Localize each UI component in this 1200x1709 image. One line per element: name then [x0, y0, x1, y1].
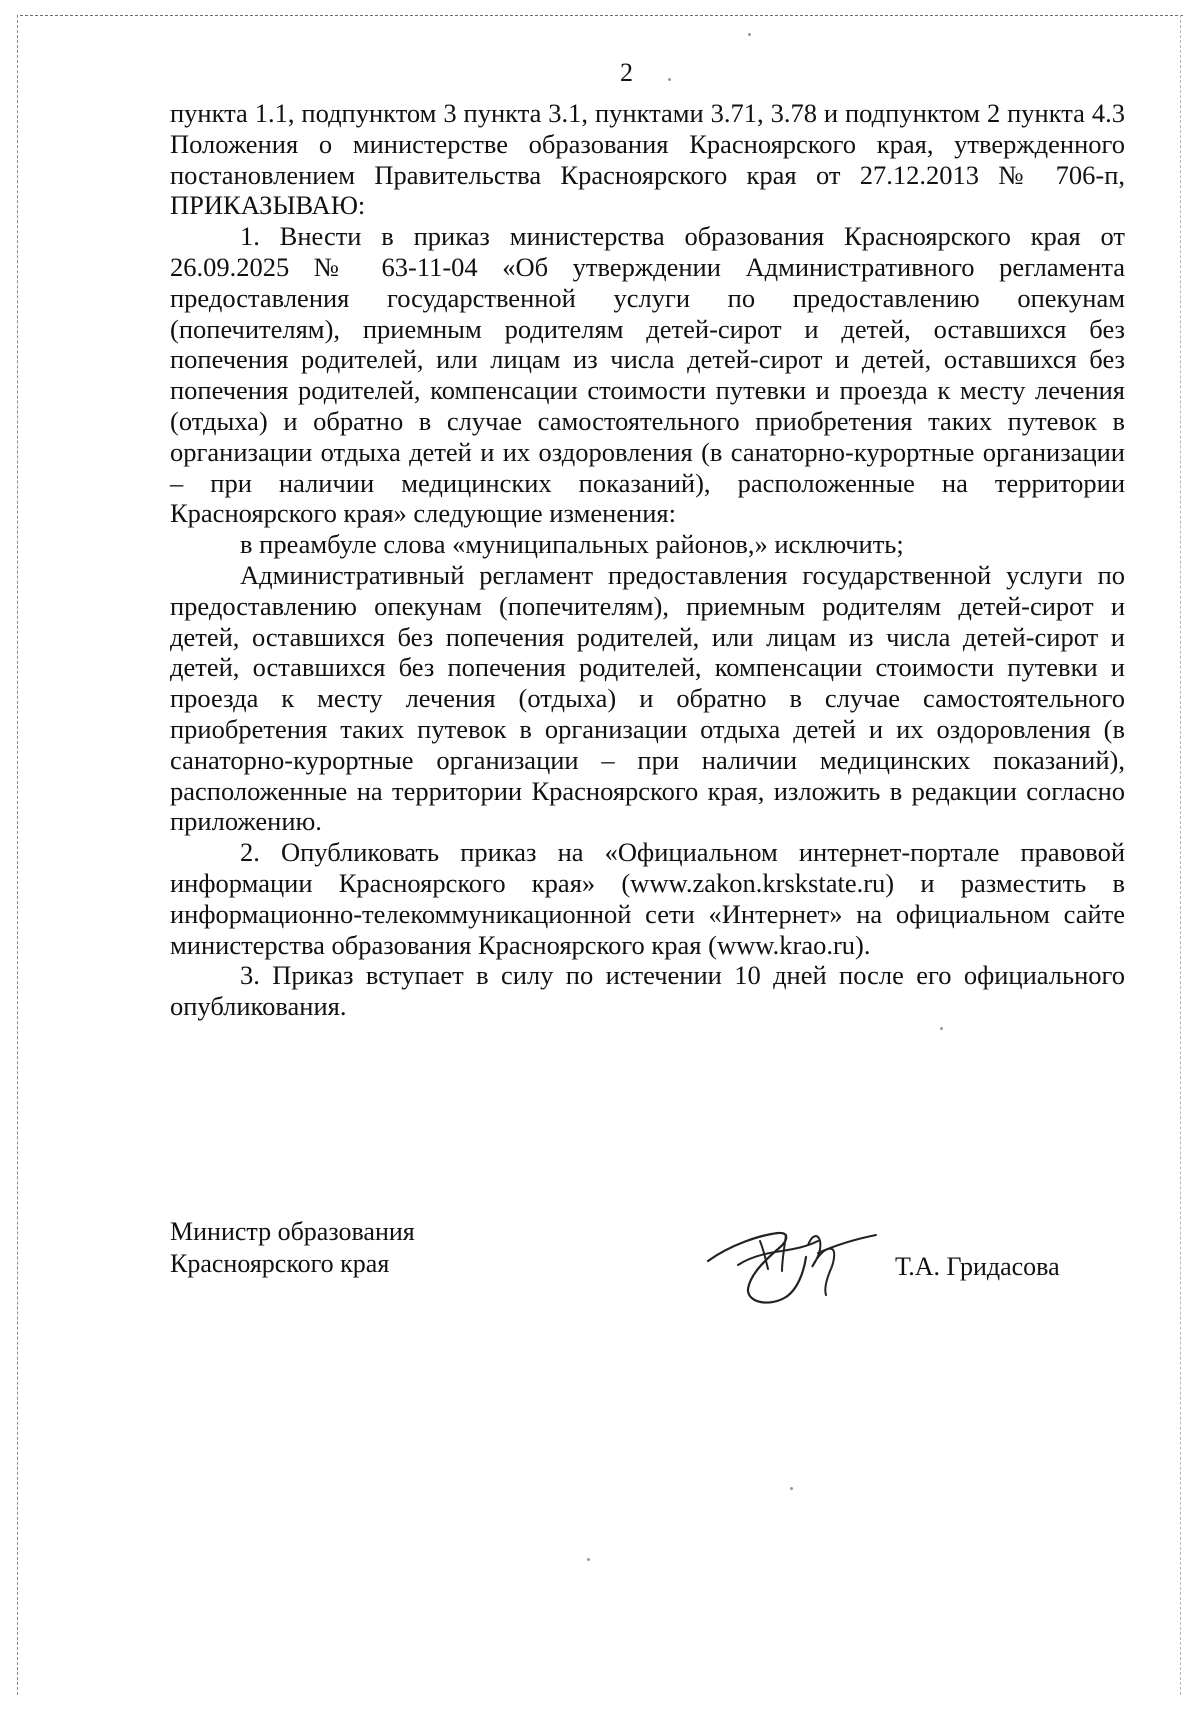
paragraph-preamble: пункта 1.1, подпунктом 3 пункта 3.1, пунктами 3.71, 3.78 и подпунктом 2 пункта 4.3 Положения о министерстве образования Красноярского края, утвержденного постановлением Правительства Красноярского края от 27.12.2013 № 706-п, ПРИКАЗЫВАЮ:	[170, 98, 1125, 221]
scan-edge-right	[1180, 15, 1181, 1695]
paragraph-regulation-change: Административный регламент предоставления государственной услуги по предоставлению опекунам (попечителям), приемным родителям детей-сирот и детей, оставшихся без попечения родителей, или лицам из числа детей-сирот и детей, оставшихся без попечения родителей, компенсации стоимости путевки и проезда к месту лечения (отдыха) и обратно в случае самостоятельного приобретения таких путевок в организации отдыха детей и их оздоровления (в санаторно-курортные организации – при наличии медицинских показаний), расположенные на территории Красноярского края, изложить в редакции согласно приложению.	[170, 559, 1125, 837]
scan-speck	[668, 78, 671, 81]
signatory-title-line-2: Красноярского края	[170, 1249, 390, 1278]
page-number: 2	[620, 58, 633, 87]
scan-speck	[790, 1487, 793, 1490]
scan-edge-top	[20, 15, 1183, 16]
body-text	[170, 98, 1125, 1022]
scan-edge-left	[17, 15, 18, 1695]
paragraph-preamble-change: в преамбуле слова «муниципальных районов,» исключить;	[240, 529, 904, 560]
paragraph-item-2: 2. Опубликовать приказ на «Официальном интернет-портале правовой информации Красноярского края» (www.zakon.krskstate.ru) и разместить в информационно-телекоммуникационной сети «Интернет» на официальном сайте министерства образования Красноярского края (www.krao.ru).	[170, 837, 1125, 960]
signatory-title	[170, 1216, 415, 1280]
paragraph-item-1: 1. Внести в приказ министерства образования Красноярского края от 26.09.2025 № 63-11-04 «Об утверждении Административного регламента предоставления государственной услуги по предоставлению опекунам (попечителям), приемным родителям детей-сирот и детей, оставшихся без попечения родителей, или лицам из числа детей-сирот и детей, оставшихся без попечения родителей, компенсации стоимости путевки и проезда к месту лечения (отдыха) и обратно в случае самостоятельного приобретения таких путевок в организации отдыха детей и их оздоровления (в санаторно-курортные организации – при наличии медицинских показаний), расположенные на территории Красноярского края» следующие изменения:	[170, 221, 1125, 529]
paragraph-item-3: 3. Приказ вступает в силу по истечении 10 дней после его официального опубликования.	[170, 960, 1125, 1022]
signatory-title-line-1: Министр образования	[170, 1217, 415, 1246]
scan-speck	[940, 1027, 943, 1030]
handwritten-signature-icon	[690, 1205, 880, 1315]
signatory-name: Т.А. Гридасова	[895, 1252, 1060, 1281]
scan-speck	[748, 33, 751, 36]
scan-speck	[587, 1558, 590, 1561]
